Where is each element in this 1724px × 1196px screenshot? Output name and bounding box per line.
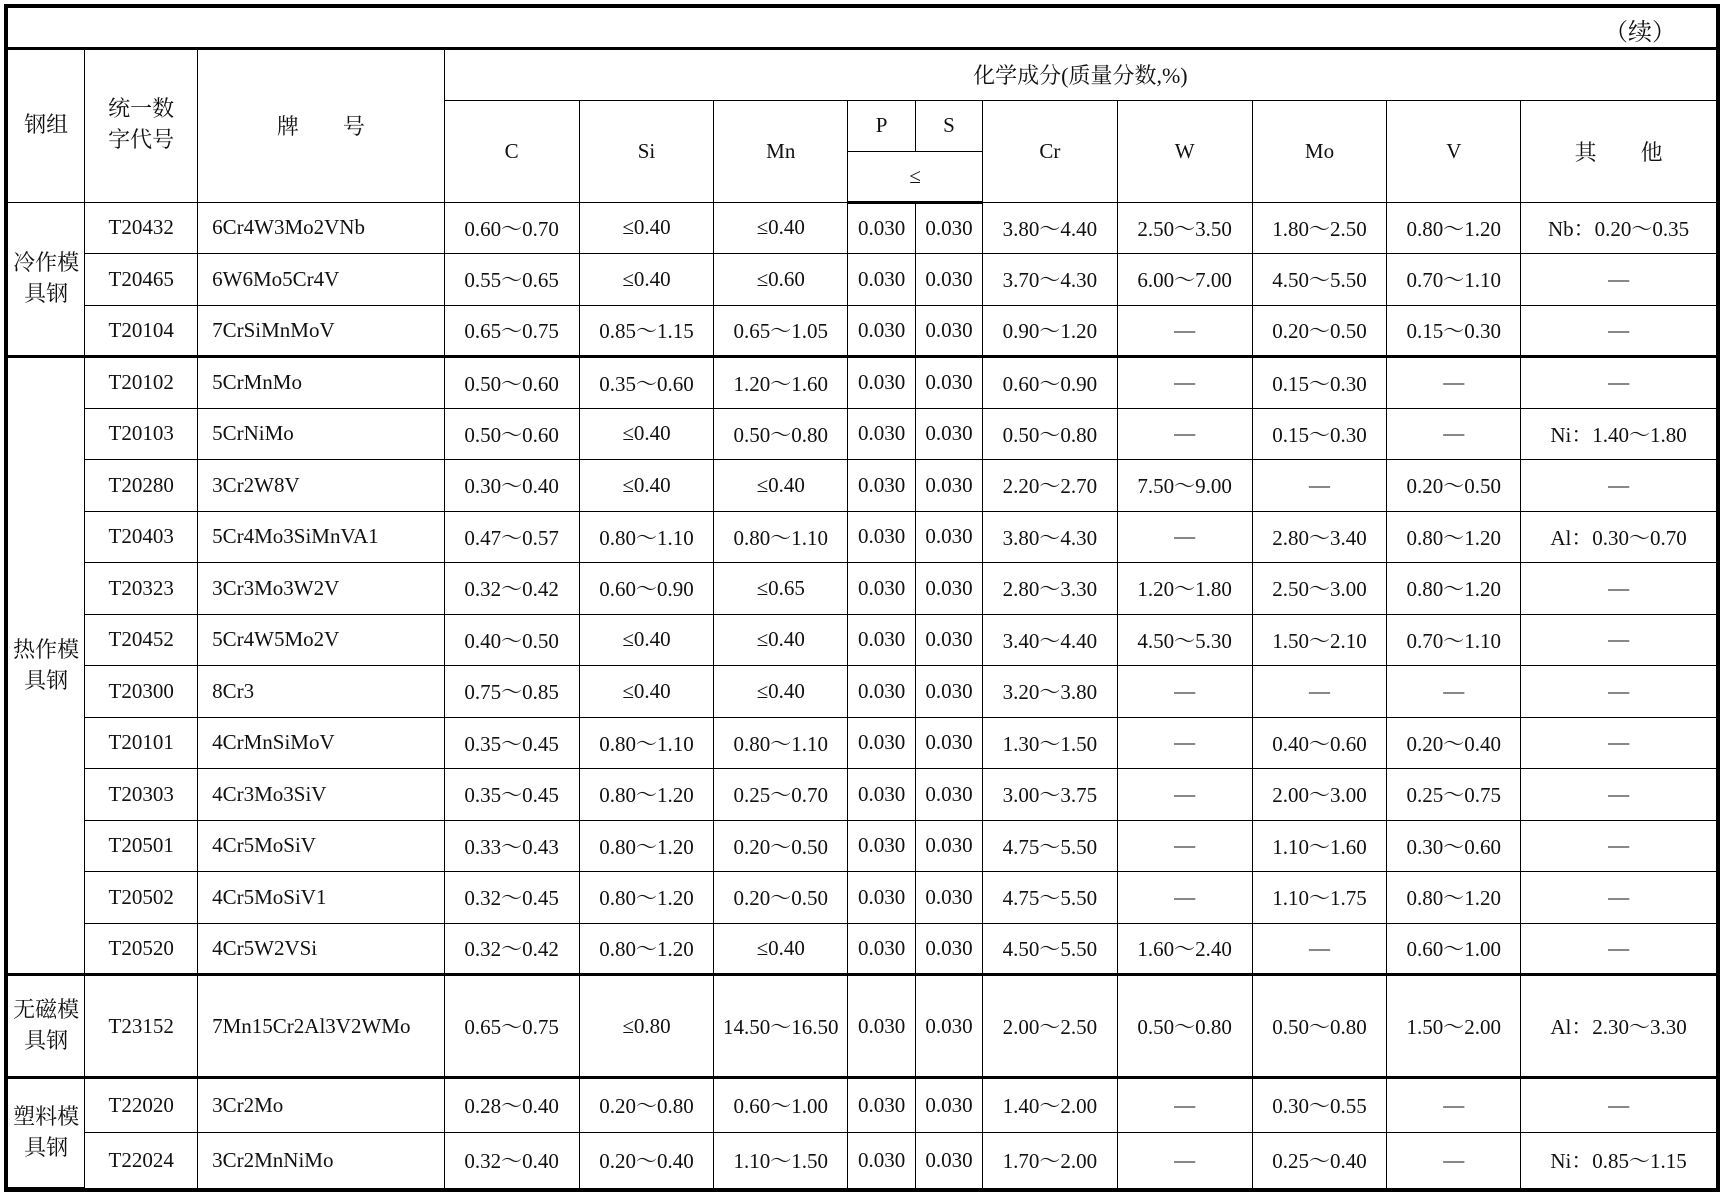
table-body [8, 202, 1716, 1188]
cell-grade: 5Cr4W5Mo2V [198, 614, 445, 666]
table-row [8, 1132, 1716, 1187]
table-row [8, 717, 1716, 769]
header-composition: 化学成分(质量分数,%) [444, 49, 1716, 100]
cell-v: 0.30～0.60 [1387, 820, 1521, 872]
cell-cr: 3.80～4.30 [982, 511, 1117, 563]
cell-v: — [1387, 408, 1521, 460]
cell-v: 0.70～1.10 [1387, 614, 1521, 666]
header-w: W [1117, 100, 1252, 202]
cell-grade: 7Mn15Cr2Al3V2WMo [198, 975, 445, 1078]
cell-cr: 0.50～0.80 [982, 408, 1117, 460]
table-row [8, 923, 1716, 975]
cell-grade: 8Cr3 [198, 666, 445, 718]
cell-si: ≤0.40 [579, 614, 714, 666]
cell-si: ≤0.40 [579, 202, 714, 254]
cell-w: — [1117, 1132, 1252, 1187]
cell-code: T20432 [85, 202, 198, 254]
cell-p: 0.030 [848, 511, 916, 563]
group-name: 热作模具钢 [8, 357, 85, 975]
cell-w: 4.50～5.30 [1117, 614, 1252, 666]
cell-code: T20103 [85, 408, 198, 460]
cell-code: T20452 [85, 614, 198, 666]
cell-c: 0.47～0.57 [444, 511, 579, 563]
cell-w: — [1117, 820, 1252, 872]
cell-mo: 1.50～2.10 [1252, 614, 1387, 666]
cell-v: 0.80～1.20 [1387, 511, 1521, 563]
cell-si: 0.80～1.20 [579, 769, 714, 821]
header-v: V [1387, 100, 1521, 202]
cell-cr: 0.90～1.20 [982, 305, 1117, 357]
cell-other: — [1521, 1078, 1716, 1133]
cell-mn: 1.10～1.50 [714, 1132, 848, 1187]
cell-code: T20104 [85, 305, 198, 357]
cell-grade: 5CrMnMo [198, 357, 445, 409]
cell-s: 0.030 [916, 408, 983, 460]
cell-grade: 5CrNiMo [198, 408, 445, 460]
header-group: 钢组 [8, 49, 85, 202]
cell-p: 0.030 [848, 1132, 916, 1187]
cell-v: 0.80～1.20 [1387, 202, 1521, 254]
header-ps-max: ≤ [848, 151, 983, 202]
cell-cr: 2.00～2.50 [982, 975, 1117, 1078]
cell-v: 0.60～1.00 [1387, 923, 1521, 975]
header-s: S [916, 100, 983, 151]
cell-si: 0.85～1.15 [579, 305, 714, 357]
header-code: 统一数字代号 [85, 49, 198, 202]
cell-grade: 3Cr3Mo3W2V [198, 563, 445, 615]
cell-c: 0.55～0.65 [444, 254, 579, 306]
cell-s: 0.030 [916, 820, 983, 872]
cell-c: 0.35～0.45 [444, 717, 579, 769]
header-c: C [444, 100, 579, 202]
cell-v: 1.50～2.00 [1387, 975, 1521, 1078]
cell-code: T20502 [85, 872, 198, 924]
cell-mn: 14.50～16.50 [714, 975, 848, 1078]
table-row [8, 254, 1716, 306]
cell-s: 0.030 [916, 666, 983, 718]
cell-si: 0.80～1.10 [579, 511, 714, 563]
cell-cr: 3.80～4.40 [982, 202, 1117, 254]
continued-note: （续） [1604, 20, 1676, 46]
header-mn: Mn [714, 100, 848, 202]
cell-mn: 0.65～1.05 [714, 305, 848, 357]
cell-si: ≤0.40 [579, 408, 714, 460]
cell-p: 0.030 [848, 872, 916, 924]
cell-mn: 1.20～1.60 [714, 357, 848, 409]
cell-v: — [1387, 1132, 1521, 1187]
cell-v: 0.20～0.50 [1387, 460, 1521, 512]
cell-grade: 6W6Mo5Cr4V [198, 254, 445, 306]
cell-p: 0.030 [848, 254, 916, 306]
cell-other: — [1521, 305, 1716, 357]
cell-cr: 4.75～5.50 [982, 872, 1117, 924]
cell-mo: 1.10～1.75 [1252, 872, 1387, 924]
continued-row [8, 8, 1716, 50]
cell-grade: 4Cr3Mo3SiV [198, 769, 445, 821]
table-row [8, 563, 1716, 615]
cell-p: 0.030 [848, 563, 916, 615]
cell-si: 0.80～1.20 [579, 923, 714, 975]
cell-cr: 3.70～4.30 [982, 254, 1117, 306]
cell-mo: 0.15～0.30 [1252, 357, 1387, 409]
cell-other: — [1521, 357, 1716, 409]
cell-cr: 3.20～3.80 [982, 666, 1117, 718]
cell-w: — [1117, 305, 1252, 357]
cell-s: 0.030 [916, 460, 983, 512]
cell-p: 0.030 [848, 202, 916, 254]
cell-s: 0.030 [916, 357, 983, 409]
cell-mo: 2.80～3.40 [1252, 511, 1387, 563]
cell-si: ≤0.40 [579, 254, 714, 306]
cell-mn: 0.80～1.10 [714, 717, 848, 769]
cell-other: Ni：1.40～1.80 [1521, 408, 1716, 460]
header-mo: Mo [1252, 100, 1387, 202]
cell-v: 0.20～0.40 [1387, 717, 1521, 769]
cell-mn: ≤0.40 [714, 202, 848, 254]
cell-w: — [1117, 357, 1252, 409]
cell-c: 0.60～0.70 [444, 202, 579, 254]
cell-p: 0.030 [848, 975, 916, 1078]
cell-code: T20102 [85, 357, 198, 409]
cell-w: 2.50～3.50 [1117, 202, 1252, 254]
cell-code: T20323 [85, 563, 198, 615]
steel-composition-sheet [4, 4, 1720, 1192]
cell-si: ≤0.40 [579, 666, 714, 718]
cell-p: 0.030 [848, 614, 916, 666]
cell-s: 0.030 [916, 202, 983, 254]
cell-v: 0.80～1.20 [1387, 563, 1521, 615]
cell-other: Nb：0.20～0.35 [1521, 202, 1716, 254]
table-row [8, 511, 1716, 563]
cell-code: T20303 [85, 769, 198, 821]
cell-s: 0.030 [916, 769, 983, 821]
table-row [8, 357, 1716, 409]
table-row [8, 666, 1716, 718]
cell-grade: 3Cr2W8V [198, 460, 445, 512]
table-row [8, 202, 1716, 254]
cell-si: 0.80～1.20 [579, 872, 714, 924]
cell-c: 0.32～0.45 [444, 872, 579, 924]
table-row [8, 460, 1716, 512]
cell-w: 1.20～1.80 [1117, 563, 1252, 615]
composition-table [8, 49, 1716, 1188]
cell-code: T20520 [85, 923, 198, 975]
group-name: 塑料模具钢 [8, 1078, 85, 1188]
cell-cr: 4.75～5.50 [982, 820, 1117, 872]
cell-w: 7.50～9.00 [1117, 460, 1252, 512]
cell-s: 0.030 [916, 975, 983, 1078]
cell-code: T20465 [85, 254, 198, 306]
cell-v: 0.80～1.20 [1387, 872, 1521, 924]
cell-other: Ni：0.85～1.15 [1521, 1132, 1716, 1187]
cell-cr: 3.40～4.40 [982, 614, 1117, 666]
cell-mn: 0.60～1.00 [714, 1078, 848, 1133]
cell-s: 0.030 [916, 254, 983, 306]
table-row [8, 305, 1716, 357]
cell-v: — [1387, 357, 1521, 409]
cell-w: — [1117, 511, 1252, 563]
cell-mo: 2.00～3.00 [1252, 769, 1387, 821]
cell-other: — [1521, 717, 1716, 769]
cell-p: 0.030 [848, 769, 916, 821]
cell-c: 0.65～0.75 [444, 305, 579, 357]
cell-mn: ≤0.60 [714, 254, 848, 306]
group-name: 冷作模具钢 [8, 202, 85, 357]
cell-mn: ≤0.40 [714, 614, 848, 666]
cell-si: 0.35～0.60 [579, 357, 714, 409]
cell-other: Al：0.30～0.70 [1521, 511, 1716, 563]
cell-w: — [1117, 872, 1252, 924]
header-cr: Cr [982, 100, 1117, 202]
cell-mn: 0.25～0.70 [714, 769, 848, 821]
cell-mo: 1.10～1.60 [1252, 820, 1387, 872]
cell-other: — [1521, 820, 1716, 872]
cell-cr: 1.30～1.50 [982, 717, 1117, 769]
table-row [8, 820, 1716, 872]
table-row [8, 975, 1716, 1078]
cell-si: 0.60～0.90 [579, 563, 714, 615]
cell-code: T20280 [85, 460, 198, 512]
cell-w: — [1117, 717, 1252, 769]
cell-v: — [1387, 666, 1521, 718]
cell-c: 0.75～0.85 [444, 666, 579, 718]
cell-code: T22024 [85, 1132, 198, 1187]
cell-other: — [1521, 563, 1716, 615]
cell-cr: 0.60～0.90 [982, 357, 1117, 409]
cell-c: 0.32～0.42 [444, 563, 579, 615]
cell-grade: 4Cr5MoSiV1 [198, 872, 445, 924]
cell-si: ≤0.40 [579, 460, 714, 512]
header-grade: 牌 号 [198, 49, 445, 202]
cell-other: — [1521, 923, 1716, 975]
cell-c: 0.33～0.43 [444, 820, 579, 872]
table-header [8, 49, 1716, 202]
cell-grade: 3Cr2Mo [198, 1078, 445, 1133]
table-row [8, 1078, 1716, 1133]
cell-other: — [1521, 666, 1716, 718]
cell-code: T20300 [85, 666, 198, 718]
header-p: P [848, 100, 916, 151]
cell-w: — [1117, 408, 1252, 460]
cell-cr: 1.40～2.00 [982, 1078, 1117, 1133]
cell-s: 0.030 [916, 511, 983, 563]
cell-other: — [1521, 460, 1716, 512]
cell-mo: — [1252, 460, 1387, 512]
cell-p: 0.030 [848, 820, 916, 872]
cell-p: 0.030 [848, 408, 916, 460]
cell-grade: 4Cr5W2VSi [198, 923, 445, 975]
cell-mo: — [1252, 923, 1387, 975]
cell-p: 0.030 [848, 717, 916, 769]
cell-code: T23152 [85, 975, 198, 1078]
cell-mo: 0.50～0.80 [1252, 975, 1387, 1078]
cell-grade: 5Cr4Mo3SiMnVA1 [198, 511, 445, 563]
cell-c: 0.35～0.45 [444, 769, 579, 821]
group-name: 无磁模具钢 [8, 975, 85, 1078]
table-row [8, 769, 1716, 821]
cell-si: 0.20～0.40 [579, 1132, 714, 1187]
cell-p: 0.030 [848, 923, 916, 975]
cell-s: 0.030 [916, 923, 983, 975]
cell-p: 0.030 [848, 460, 916, 512]
cell-other: Al：2.30～3.30 [1521, 975, 1716, 1078]
cell-mn: 0.80～1.10 [714, 511, 848, 563]
cell-code: T22020 [85, 1078, 198, 1133]
cell-c: 0.50～0.60 [444, 408, 579, 460]
cell-w: — [1117, 769, 1252, 821]
cell-s: 0.030 [916, 717, 983, 769]
cell-grade: 3Cr2MnNiMo [198, 1132, 445, 1187]
cell-c: 0.40～0.50 [444, 614, 579, 666]
cell-p: 0.030 [848, 305, 916, 357]
cell-other: — [1521, 872, 1716, 924]
cell-s: 0.030 [916, 1078, 983, 1133]
cell-mn: ≤0.40 [714, 666, 848, 718]
cell-s: 0.030 [916, 305, 983, 357]
cell-mn: ≤0.40 [714, 460, 848, 512]
header-other: 其 他 [1521, 100, 1716, 202]
cell-grade: 4CrMnSiMoV [198, 717, 445, 769]
cell-c: 0.32～0.40 [444, 1132, 579, 1187]
cell-code: T20501 [85, 820, 198, 872]
cell-grade: 4Cr5MoSiV [198, 820, 445, 872]
cell-mo: 4.50～5.50 [1252, 254, 1387, 306]
table-row [8, 872, 1716, 924]
cell-grade: 7CrSiMnMoV [198, 305, 445, 357]
cell-si: 0.20～0.80 [579, 1078, 714, 1133]
cell-s: 0.030 [916, 563, 983, 615]
cell-p: 0.030 [848, 1078, 916, 1133]
cell-cr: 4.50～5.50 [982, 923, 1117, 975]
cell-w: — [1117, 1078, 1252, 1133]
header-si: Si [579, 100, 714, 202]
cell-code: T20403 [85, 511, 198, 563]
cell-si: 0.80～1.10 [579, 717, 714, 769]
cell-w: 0.50～0.80 [1117, 975, 1252, 1078]
cell-si: 0.80～1.20 [579, 820, 714, 872]
cell-c: 0.65～0.75 [444, 975, 579, 1078]
table-row [8, 408, 1716, 460]
cell-cr: 3.00～3.75 [982, 769, 1117, 821]
cell-other: — [1521, 614, 1716, 666]
cell-code: T20101 [85, 717, 198, 769]
cell-cr: 2.80～3.30 [982, 563, 1117, 615]
cell-mo: — [1252, 666, 1387, 718]
cell-c: 0.28～0.40 [444, 1078, 579, 1133]
cell-v: 0.25～0.75 [1387, 769, 1521, 821]
cell-cr: 2.20～2.70 [982, 460, 1117, 512]
cell-c: 0.32～0.42 [444, 923, 579, 975]
cell-other: — [1521, 254, 1716, 306]
cell-mn: 0.20～0.50 [714, 872, 848, 924]
cell-si: ≤0.80 [579, 975, 714, 1078]
cell-c: 0.50～0.60 [444, 357, 579, 409]
cell-s: 0.030 [916, 872, 983, 924]
cell-v: 0.15～0.30 [1387, 305, 1521, 357]
cell-w: 6.00～7.00 [1117, 254, 1252, 306]
cell-mn: 0.20～0.50 [714, 820, 848, 872]
cell-w: — [1117, 666, 1252, 718]
cell-mo: 1.80～2.50 [1252, 202, 1387, 254]
table-row [8, 614, 1716, 666]
cell-grade: 6Cr4W3Mo2VNb [198, 202, 445, 254]
cell-mo: 0.25～0.40 [1252, 1132, 1387, 1187]
cell-mn: ≤0.40 [714, 923, 848, 975]
cell-mn: ≤0.65 [714, 563, 848, 615]
cell-cr: 1.70～2.00 [982, 1132, 1117, 1187]
cell-mo: 0.30～0.55 [1252, 1078, 1387, 1133]
cell-mo: 0.15～0.30 [1252, 408, 1387, 460]
cell-w: 1.60～2.40 [1117, 923, 1252, 975]
cell-s: 0.030 [916, 614, 983, 666]
cell-mn: 0.50～0.80 [714, 408, 848, 460]
cell-v: 0.70～1.10 [1387, 254, 1521, 306]
cell-v: — [1387, 1078, 1521, 1133]
cell-s: 0.030 [916, 1132, 983, 1187]
cell-mo: 0.20～0.50 [1252, 305, 1387, 357]
cell-p: 0.030 [848, 666, 916, 718]
cell-p: 0.030 [848, 357, 916, 409]
cell-other: — [1521, 769, 1716, 821]
cell-c: 0.30～0.40 [444, 460, 579, 512]
cell-mo: 0.40～0.60 [1252, 717, 1387, 769]
cell-mo: 2.50～3.00 [1252, 563, 1387, 615]
